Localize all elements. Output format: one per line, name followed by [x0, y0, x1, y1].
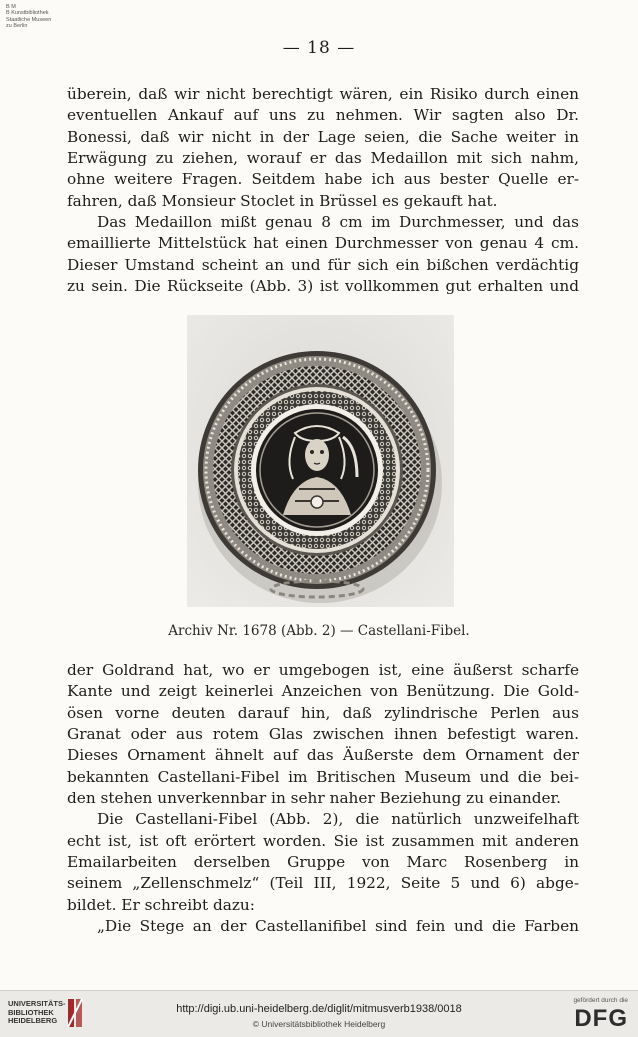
dfg-logo: DFG: [574, 1005, 628, 1032]
text-line: Die Castellani-Fibel (Abb. 2), die natürlich unzweifelhaft: [97, 810, 579, 829]
castellani-fibula-image: [187, 315, 454, 607]
text-line: eventuellen Ankauf auf uns zu nehmen. Wir sagten also Dr.: [67, 106, 579, 125]
text-line: Dieser Umstand scheint an und für sich ein bißchen verdächtig: [67, 255, 579, 274]
copyright-notice: © Universitätsbibliothek Heidelberg: [252, 1019, 386, 1029]
text-line: Kante und zeigt keinerlei Anzeichen von Benützung. Die Gold-: [67, 682, 579, 701]
figure-caption: Archiv Nr. 1678 (Abb. 2) — Castellani-Fibel.: [168, 623, 470, 639]
text-line: Das Medaillon mißt genau 8 cm im Durchmesser, und das: [97, 213, 579, 232]
permalink-url[interactable]: http://digi.ub.uni-heidelberg.de/diglit/mitmusverb1938/0018: [176, 1003, 462, 1015]
text-line: der Goldrand hat, wo er umgebogen ist, eine äußerst scharfe: [67, 661, 579, 679]
medallion-photo: [187, 315, 454, 607]
library-name-line: BIBLIOTHEK: [8, 1007, 54, 1017]
text-line: emaillierte Mittelstück hat einen Durchmesser von genau 4 cm.: [67, 234, 579, 253]
text-line: den stehen unverkennbar in sehr naher Beziehung zu einander.: [67, 789, 562, 808]
text-line: Granat oder aus rotem Glas zwischen ihnen befestigt waren.: [67, 725, 579, 744]
library-stamp: [6, 4, 51, 29]
text-line: Bonessi, daß wir nicht in der Lage seien, die Sache weiter in: [67, 127, 579, 146]
body-text-top: [67, 84, 579, 297]
funding-note: gefördert durch die: [573, 997, 628, 1004]
text-line: seinem „Zellenschmelz“ (Teil III, 1922, Seite 5 und 6) abge-: [67, 874, 579, 893]
text-line: zu sein. Die Rückseite (Abb. 3) ist vollkommen gut erhalten und: [67, 277, 579, 296]
text-line: echt ist, ist oft erörtert worden. Sie ist zusammen mit anderen: [67, 831, 579, 850]
text-line: „Die Stege an der Castellanifibel sind fein und die Farben: [97, 917, 579, 936]
text-line: überein, daß wir nicht berechtigt wären, ein Risiko durch einen: [67, 85, 579, 103]
digitization-footer: [0, 990, 638, 1037]
text-line: ohne weitere Fragen. Seitdem habe ich aus bester Quelle er-: [67, 170, 579, 189]
text-line: bekannten Castellani-Fibel im Britischen Museum und die bei-: [67, 767, 579, 786]
library-name-line: HEIDELBERG: [8, 1016, 58, 1025]
stamp-line: B M: [6, 4, 16, 10]
body-text-bottom: [67, 660, 579, 937]
text-line: Emailarbeiten derselben Gruppe von Marc Rosenberg in: [67, 853, 579, 872]
stamp-line: B Kunstbibliothek: [6, 10, 49, 17]
text-line: fahren, daß Monsieur Stoclet in Brüssel es gekauft hat.: [67, 191, 498, 210]
text-line: ösen vorne deuten darauf hin, daß zylindrische Perlen aus: [67, 703, 579, 722]
stamp-line: Staatliche Museen: [6, 16, 52, 23]
stamp-line: zu Berlin: [6, 22, 28, 29]
text-line: bildet. Er schreibt dazu:: [67, 895, 255, 914]
text-line: Erwägung zu ziehen, worauf er das Medaillon mit sich nahm,: [67, 149, 579, 168]
text-line: Dieses Ornament ähnelt auf das Äußerste dem Ornament der: [67, 746, 579, 765]
page-number: — 18 —: [282, 38, 356, 58]
library-name-line: UNIVERSITÄTS-: [8, 999, 66, 1008]
